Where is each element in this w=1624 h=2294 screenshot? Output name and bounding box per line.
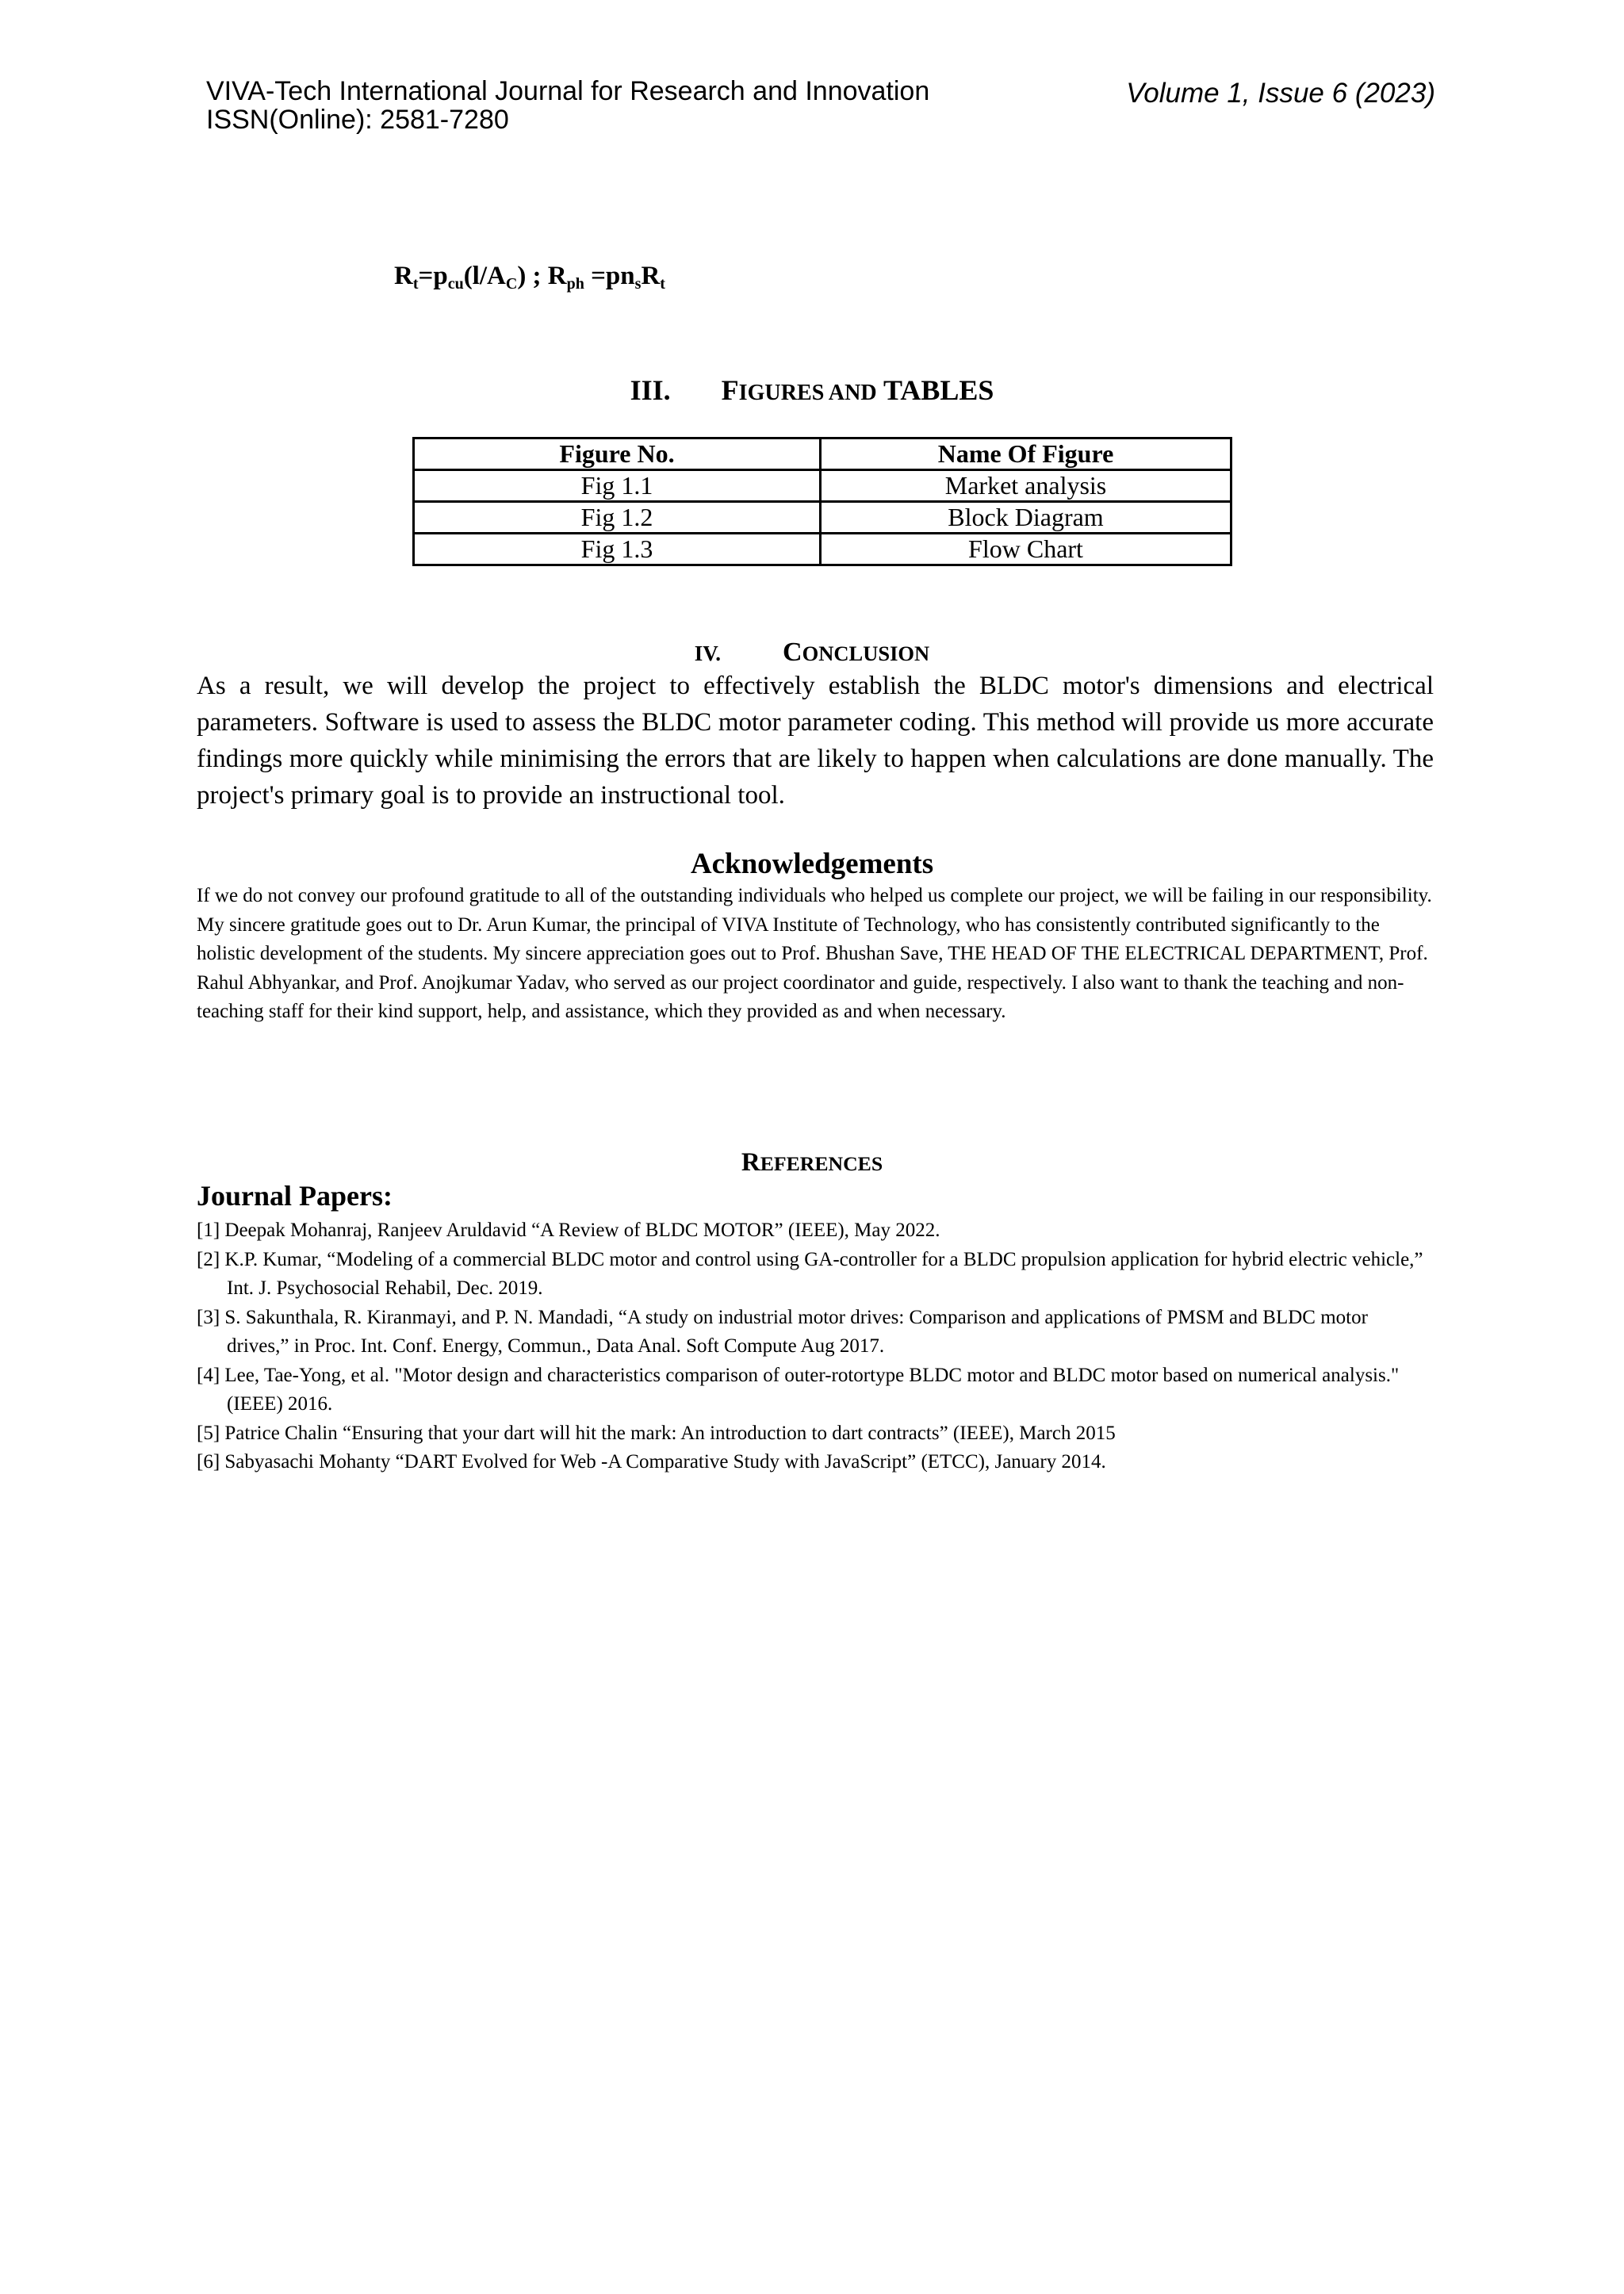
table-header-row	[414, 439, 1231, 470]
table-row	[414, 470, 1231, 502]
table-cell: Fig 1.1	[414, 470, 821, 502]
section-heading-figures: III. FIGURES AND TABLES	[630, 374, 994, 406]
table-cell: Market analysis	[821, 470, 1231, 502]
journal-volume: Volume 1, Issue 6 (2023)	[1126, 78, 1435, 109]
reference-item: [5] Patrice Chalin “Ensuring that your dart will hit the mark: An introduction to dart contracts” (IEEE), March 2015	[197, 1422, 1116, 1444]
table-cell: Fig 1.2	[414, 502, 821, 534]
table-header-cell: Name Of Figure	[821, 439, 1231, 470]
table-row	[414, 502, 1231, 534]
reference-item: [6] Sabyasachi Mohanty “DART Evolved for Web -A Comparative Study with JavaScript” (ETCC), January 2014.	[197, 1451, 1106, 1473]
reference-item: [1] Deepak Mohanraj, Ranjeev Aruldavid “A Review of BLDC MOTOR” (IEEE), May 2022.	[197, 1220, 940, 1241]
reference-item: [4] Lee, Tae-Yong, et al. "Motor design and characteristics comparison of outer-rotortype BLDC motor and BLDC motor based on numerical analysis." (IEEE) 2016.	[197, 1364, 1400, 1415]
journal-papers-heading: Journal Papers:	[197, 1180, 393, 1212]
resistance-formula: $R_t=p_{cu}(l/A_C)$ ; $R_{ph} =pn_sR_t$	[394, 262, 665, 293]
acknowledgements-heading: Acknowledgements	[690, 848, 934, 880]
section-heading-references: REFERENCES	[741, 1148, 883, 1177]
conclusion-paragraph: As a result, we will develop the project to effectively establish the BLDC motor's dimensions and electrical parameters. Software is used to assess the BLDC motor parameter coding. This method will provide us more accurate findings more quickly while minimising the errors that are likely to happen when calculations are done manually. The project's primary goal is to provide an instructional tool.	[197, 672, 1434, 810]
reference-item: [2] K.P. Kumar, “Modeling of a commercial BLDC motor and control using GA-controller for a BLDC propulsion application for hybrid electric vehicle,” Int. J. Psychosocial Rehabil, Dec. 2019.	[197, 1248, 1423, 1299]
journal-issn: ISSN(Online): 2581-7280	[206, 105, 509, 135]
section-number: IV.	[694, 641, 722, 665]
acknowledgements-paragraph: If we do not convey our profound gratitude to all of the outstanding individuals who helped us complete our project, we will be failing in our responsibility. My sincere gratitude goes out to Dr. Arun Kumar, the principal of VIVA Institute of Technology, who has consistently contributed significantly to the holistic development of the students. My sincere appreciation goes out to Prof. Bhushan Save, THE HEAD OF THE ELECTRICAL DEPARTMENT, Prof. Rahul Abhyankar, and Prof. Anojkumar Yadav, who served as our project coordinator and guide, respectively. I also want to thank the teaching and non-teaching staff for their kind support, help, and assistance, which they provided as and when necessary.	[197, 885, 1432, 1022]
table-row	[414, 534, 1231, 565]
figure-table	[412, 437, 1232, 566]
journal-title: VIVA-Tech International Journal for Research and Innovation	[206, 76, 930, 106]
section-heading-conclusion: IV. CONCLUSION	[0, 636, 1624, 670]
table-cell: Flow Chart	[821, 534, 1231, 565]
table-header-cell: Figure No.	[414, 439, 821, 470]
reference-item: [3] S. Sakunthala, R. Kiranmayi, and P. N. Mandadi, “A study on industrial motor drives: Comparison and applications of PMSM and BLDC motor drives,” in Proc. Int. Conf. Energy, Commun., Data Anal. Soft Compute Aug 2017.	[197, 1306, 1368, 1357]
section-number: III.	[630, 374, 671, 406]
reference-list	[197, 1216, 1434, 1477]
table-cell: Block Diagram	[821, 502, 1231, 534]
table-cell: Fig 1.3	[414, 534, 821, 565]
